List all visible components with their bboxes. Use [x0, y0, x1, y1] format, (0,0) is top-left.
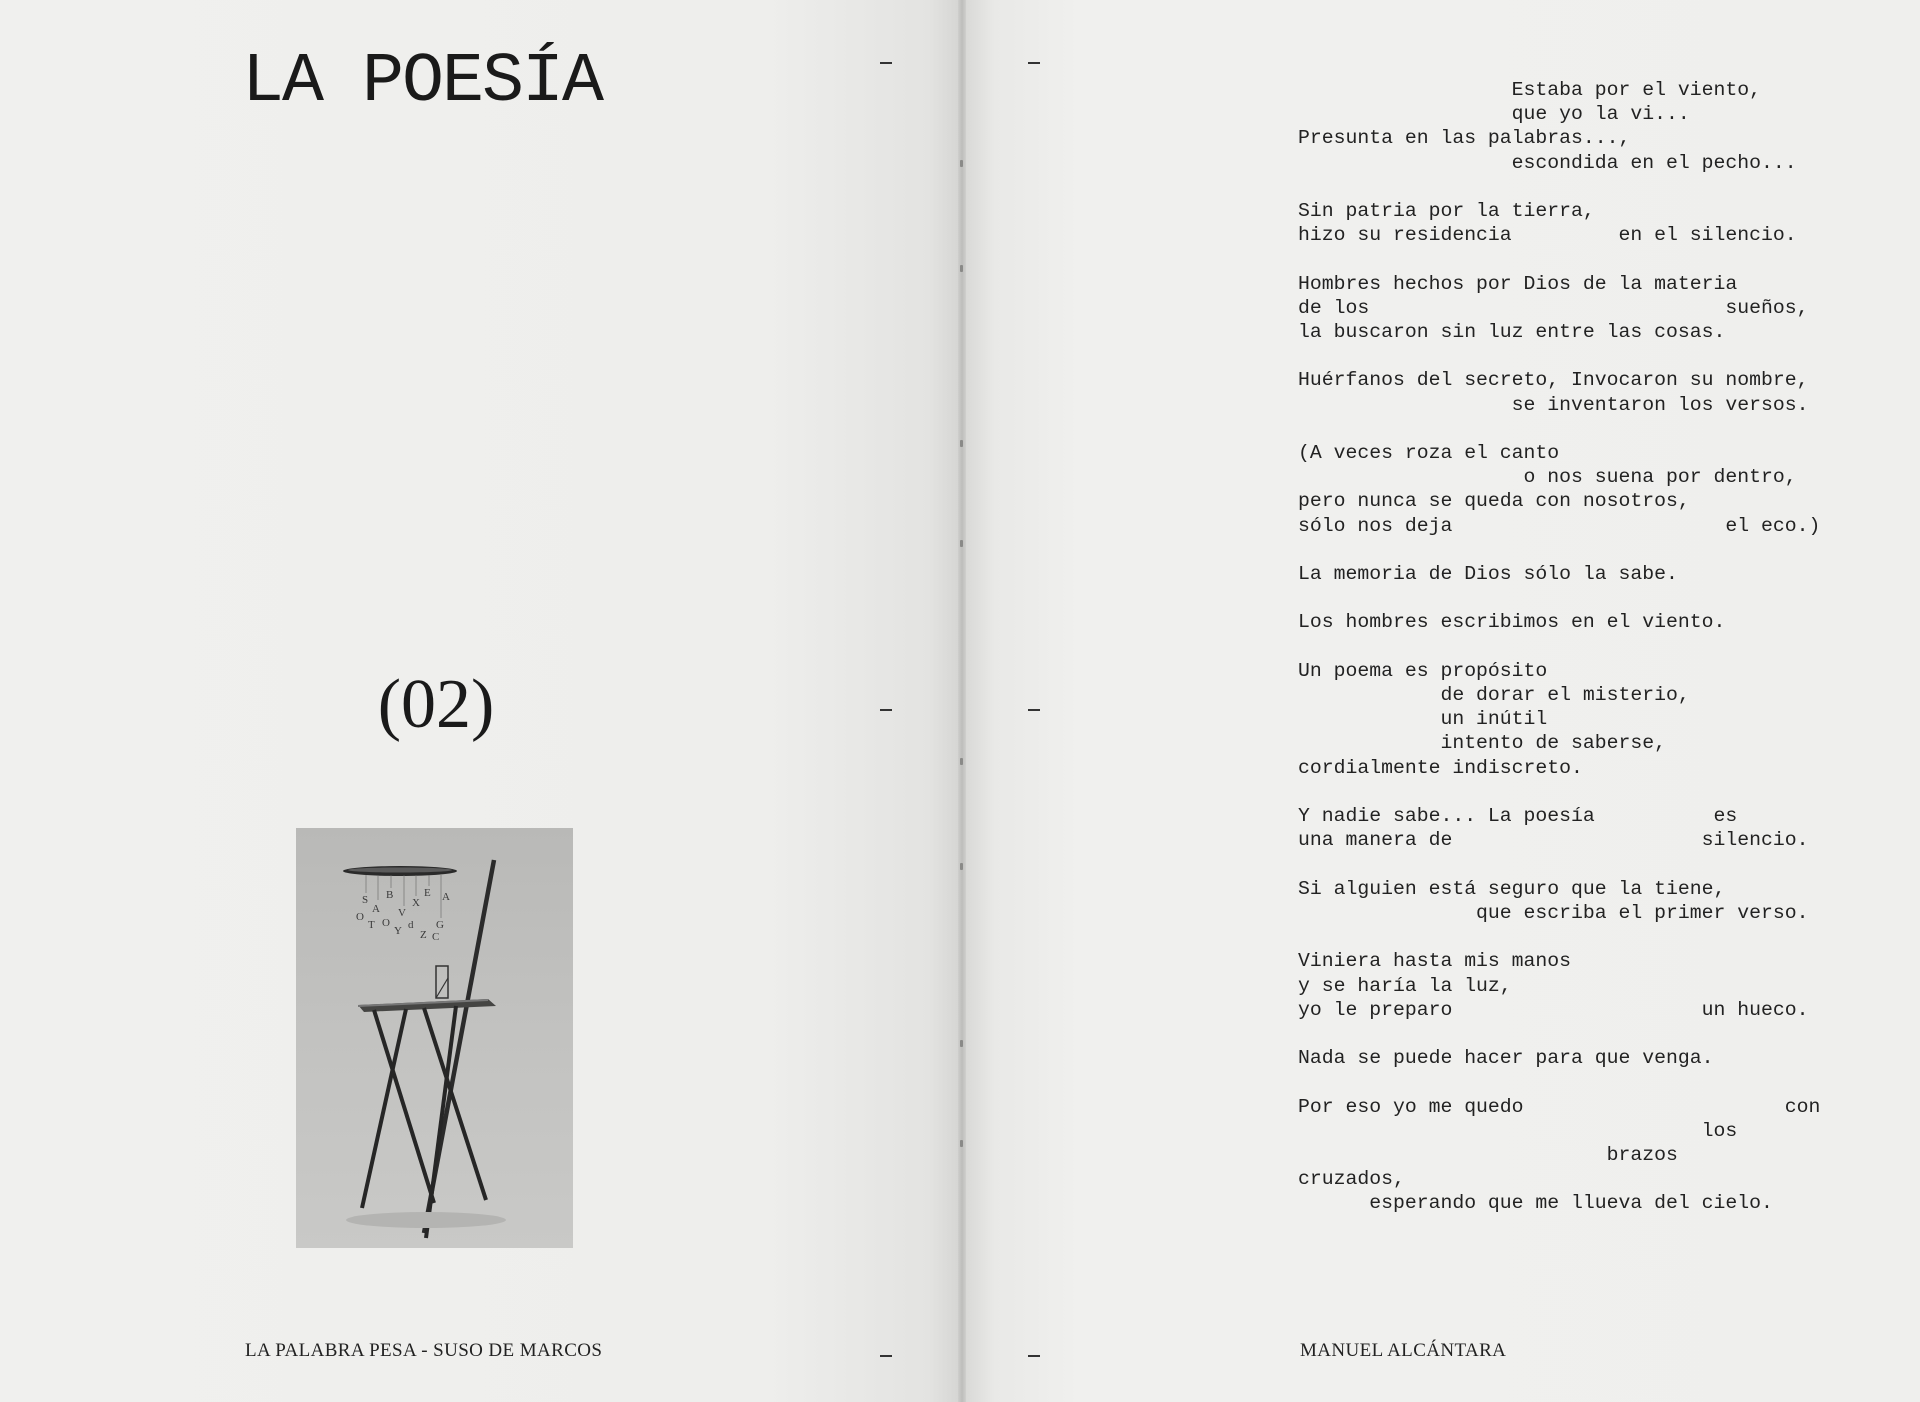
svg-text:T: T — [368, 919, 375, 931]
poem-line: pero nunca se queda con nosotros, — [1298, 490, 1690, 513]
binding-stitch — [960, 863, 963, 870]
crop-mark — [1028, 1355, 1040, 1357]
section-number: (02) — [377, 666, 495, 743]
poem-line: la buscaron sin luz entre las cosas. — [1298, 321, 1726, 344]
svg-text:G: G — [436, 919, 444, 931]
svg-text:A: A — [442, 891, 450, 903]
svg-text:Y: Y — [394, 925, 402, 937]
poem-line: o nos suena por dentro, — [1298, 466, 1797, 489]
poem-line: Hombres hechos por Dios de la materia — [1298, 272, 1738, 295]
poem-line: una manera de silencio. — [1298, 829, 1809, 852]
poem-line: sólo nos deja el eco.) — [1298, 514, 1821, 537]
poem-text — [1298, 78, 1821, 1216]
poem-line: brazos — [1298, 1143, 1678, 1166]
svg-text:O: O — [382, 917, 390, 929]
poem-line: yo le preparo un hueco. — [1298, 998, 1809, 1021]
poem-line: Presunta en las palabras..., — [1298, 127, 1631, 150]
poem-line: intento de saberse, — [1298, 732, 1666, 755]
binding-stitch — [960, 758, 963, 765]
poem-line: Huérfanos del secreto, Invocaron su nombre, — [1298, 369, 1809, 392]
poem-line: Y nadie sabe... La poesía es — [1298, 805, 1738, 828]
svg-text:O: O — [356, 911, 364, 923]
svg-text:A: A — [372, 903, 380, 915]
poem-line: Si alguien está seguro que la tiene, — [1298, 877, 1726, 900]
right-footer: MANUEL ALCÁNTARA — [1300, 1340, 1507, 1361]
svg-text:S: S — [362, 894, 369, 906]
poem-line: que yo la vi... — [1298, 103, 1690, 126]
svg-text:Z: Z — [420, 929, 427, 941]
poem-line: esperando que me llueva del cielo. — [1298, 1192, 1773, 1215]
page-title: LA POESÍA — [242, 43, 603, 122]
poem-line: se inventaron los versos. — [1298, 393, 1809, 416]
crop-mark — [1028, 62, 1040, 64]
poem-line: Los hombres escribimos en el viento. — [1298, 611, 1726, 634]
crop-mark — [880, 709, 892, 711]
poem-line: Viniera hasta mis manos — [1298, 950, 1572, 973]
poem-line: y se haría la luz, — [1298, 974, 1512, 997]
poem-line: los — [1298, 1119, 1738, 1142]
poem-line: que escriba el primer verso. — [1298, 901, 1809, 924]
poem-line: Por eso yo me quedo con — [1298, 1095, 1821, 1118]
poem-line: cruzados, — [1298, 1168, 1405, 1191]
binding-stitch — [960, 540, 963, 547]
sculpture-icon — [296, 828, 573, 1248]
poem-line: de dorar el misterio, — [1298, 684, 1690, 707]
binding-stitch — [960, 1040, 963, 1047]
poem-line: Sin patria por la tierra, — [1298, 200, 1595, 223]
poem-line: Un poema es propósito — [1298, 659, 1548, 682]
binding-stitch — [960, 1140, 963, 1147]
svg-text:C: C — [432, 931, 440, 943]
poem-line: escondida en el pecho... — [1298, 151, 1797, 174]
poem-line: La memoria de Dios sólo la sabe. — [1298, 563, 1678, 586]
binding-stitch — [960, 160, 963, 167]
poem-line: hizo su residencia en el silencio. — [1298, 224, 1797, 247]
poem-line: (A veces roza el canto — [1298, 442, 1560, 465]
binding-stitch — [960, 265, 963, 272]
svg-text:X: X — [412, 897, 420, 909]
crop-mark — [1028, 709, 1040, 711]
sculpture-photo — [296, 828, 573, 1248]
crop-mark — [880, 1355, 892, 1357]
crop-mark — [880, 62, 892, 64]
poem-line: un inútil — [1298, 708, 1548, 731]
left-footer: LA PALABRA PESA - SUSO DE MARCOS — [245, 1340, 603, 1361]
left-page — [0, 0, 958, 1402]
poem-line: cordialmente indiscreto. — [1298, 756, 1583, 779]
svg-text:V: V — [398, 907, 406, 919]
svg-text:E: E — [424, 887, 431, 899]
poem-line: de los sueños, — [1298, 296, 1809, 319]
book-gutter — [958, 0, 966, 1402]
poem-line: Estaba por el viento, — [1298, 79, 1761, 101]
svg-text:B: B — [386, 889, 394, 901]
binding-stitch — [960, 440, 963, 447]
poem-line: Nada se puede hacer para que venga. — [1298, 1047, 1714, 1070]
svg-text:d: d — [408, 919, 414, 931]
